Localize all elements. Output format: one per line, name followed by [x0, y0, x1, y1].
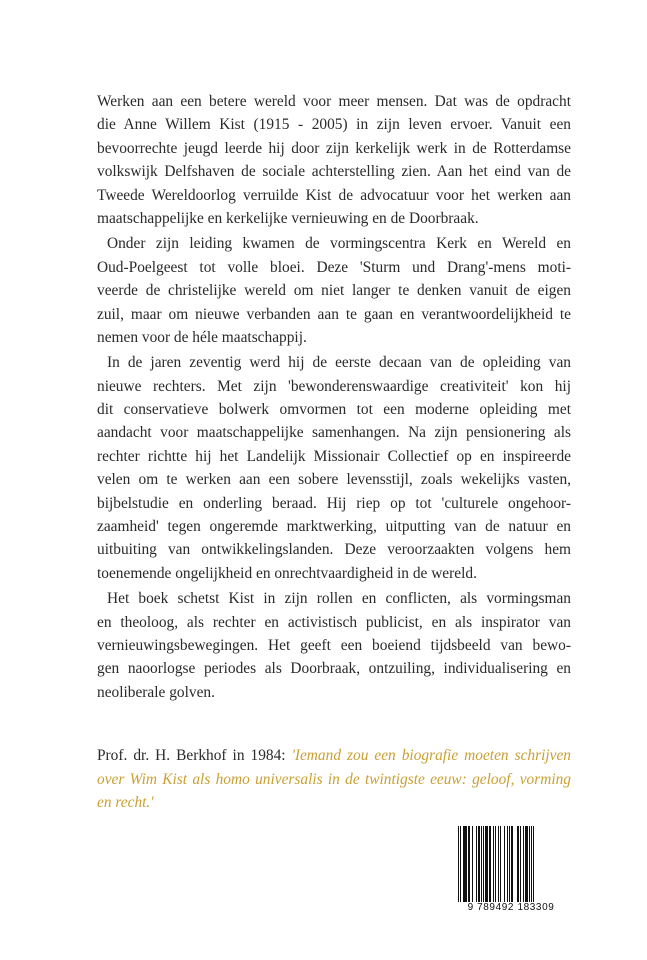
- quote-text: en recht.': [97, 793, 154, 811]
- blurb-paragraph: [97, 587, 571, 704]
- text-line: Onder zijn leiding kwamen de vormingscentra Kerk en Wereld en: [107, 235, 571, 253]
- blurb-paragraph: [97, 90, 571, 230]
- text-line: bevoorrechte jeugd leerde hij door zijn kerkelijk werk in de Rotterdamse: [97, 139, 571, 157]
- isbn-barcode: [452, 822, 570, 918]
- quote-line: [97, 768, 571, 791]
- text-line: nieuwe rechters. Met zijn 'bewonderenswaardige creativiteit' kon hij: [97, 377, 571, 395]
- text-line: bijbelstudie en onderling beraad. Hij riep op tot 'culturele ongehoor-: [97, 494, 571, 512]
- text-line: In de jaren zeventig werd hij de eerste decaan van de opleiding van: [107, 354, 571, 372]
- isbn-number: 9 789492 183309: [467, 902, 555, 913]
- barcode-bar: [534, 826, 536, 902]
- text-line: maatschappelijke en kerkelijke vernieuwing en de Doorbraak.: [97, 209, 479, 227]
- text-line: rechter richtte hij het Landelijk Missionair Collectief op en inspireerde: [97, 447, 571, 465]
- quote-attribution: Prof. dr. H. Berkhof in 1984:: [97, 747, 292, 765]
- text-line: die Anne Willem Kist (1915 - 2005) in zijn leven ervoer. Vanuit een: [97, 116, 571, 134]
- text-line: veerde de christelijke wereld om niet langer te denken vanuit de eigen: [97, 282, 571, 300]
- blurb-paragraph: [97, 351, 571, 585]
- text-line: aandacht voor maatschappelijke samenhangen. Na zijn pensionering als: [97, 424, 571, 442]
- text-line: nemen voor de héle maatschappij.: [97, 328, 307, 346]
- text-line: toenemende ongelijkheid en onrechtvaardigheid in de wereld.: [97, 564, 477, 582]
- text-line: zuil, maar om nieuwe verbanden aan te gaan en verantwoordelijkheid te: [97, 305, 571, 323]
- text-line: vernieuwingsbewegingen. Het geeft een boeiend tijdsbeeld van bewo-: [97, 636, 571, 654]
- text-line: velen om te werken aan een sobere levensstijl, zoals wekelijks vasten,: [97, 471, 571, 489]
- text-line: uitbuiting van ontwikkelingslanden. Deze veroorzaakten volgens hem: [97, 541, 571, 559]
- text-line: Tweede Wereldoorlog verruilde Kist de advocatuur voor het werken aan: [97, 186, 571, 204]
- text-line: neoliberale golven.: [97, 683, 215, 701]
- text-line: volkswijk Delfshaven de sociale achterstelling zien. Aan het eind van de: [97, 163, 571, 181]
- quote-block: [97, 744, 571, 814]
- blurb-paragraph: [97, 232, 571, 349]
- text-line: Werken aan een betere wereld voor meer mensen. Dat was de opdracht: [97, 93, 571, 110]
- text-line: en theoloog, als rechter en activistisch publicist, en als inspirator van: [97, 613, 571, 631]
- text-line: dit conservatieve bolwerk omvormen tot een moderne opleiding met: [97, 401, 571, 419]
- quote-line: [97, 791, 571, 814]
- quote-text: 'Iemand zou een biografie moeten schrijven: [291, 747, 571, 765]
- text-line: Oud-Poelgeest tot volle bloei. Deze 'Sturm und Drang'-mens moti-: [97, 258, 571, 276]
- quote-line: [97, 744, 571, 767]
- text-line: gen naoorlogse periodes als Doorbraak, ontzuiling, individualisering en: [97, 660, 571, 678]
- barcode-bars: [458, 826, 564, 902]
- quote-text: over Wim Kist als homo universalis in de twintigste eeuw: geloof, vorming: [97, 770, 571, 788]
- text-line: Het boek schetst Kist in zijn rollen en conflicten, als vormingsman: [107, 590, 571, 608]
- back-cover-text: [97, 90, 571, 816]
- text-line: zaamheid' tegen ongeremde marktwerking, uitputting van de natuur en: [97, 518, 571, 536]
